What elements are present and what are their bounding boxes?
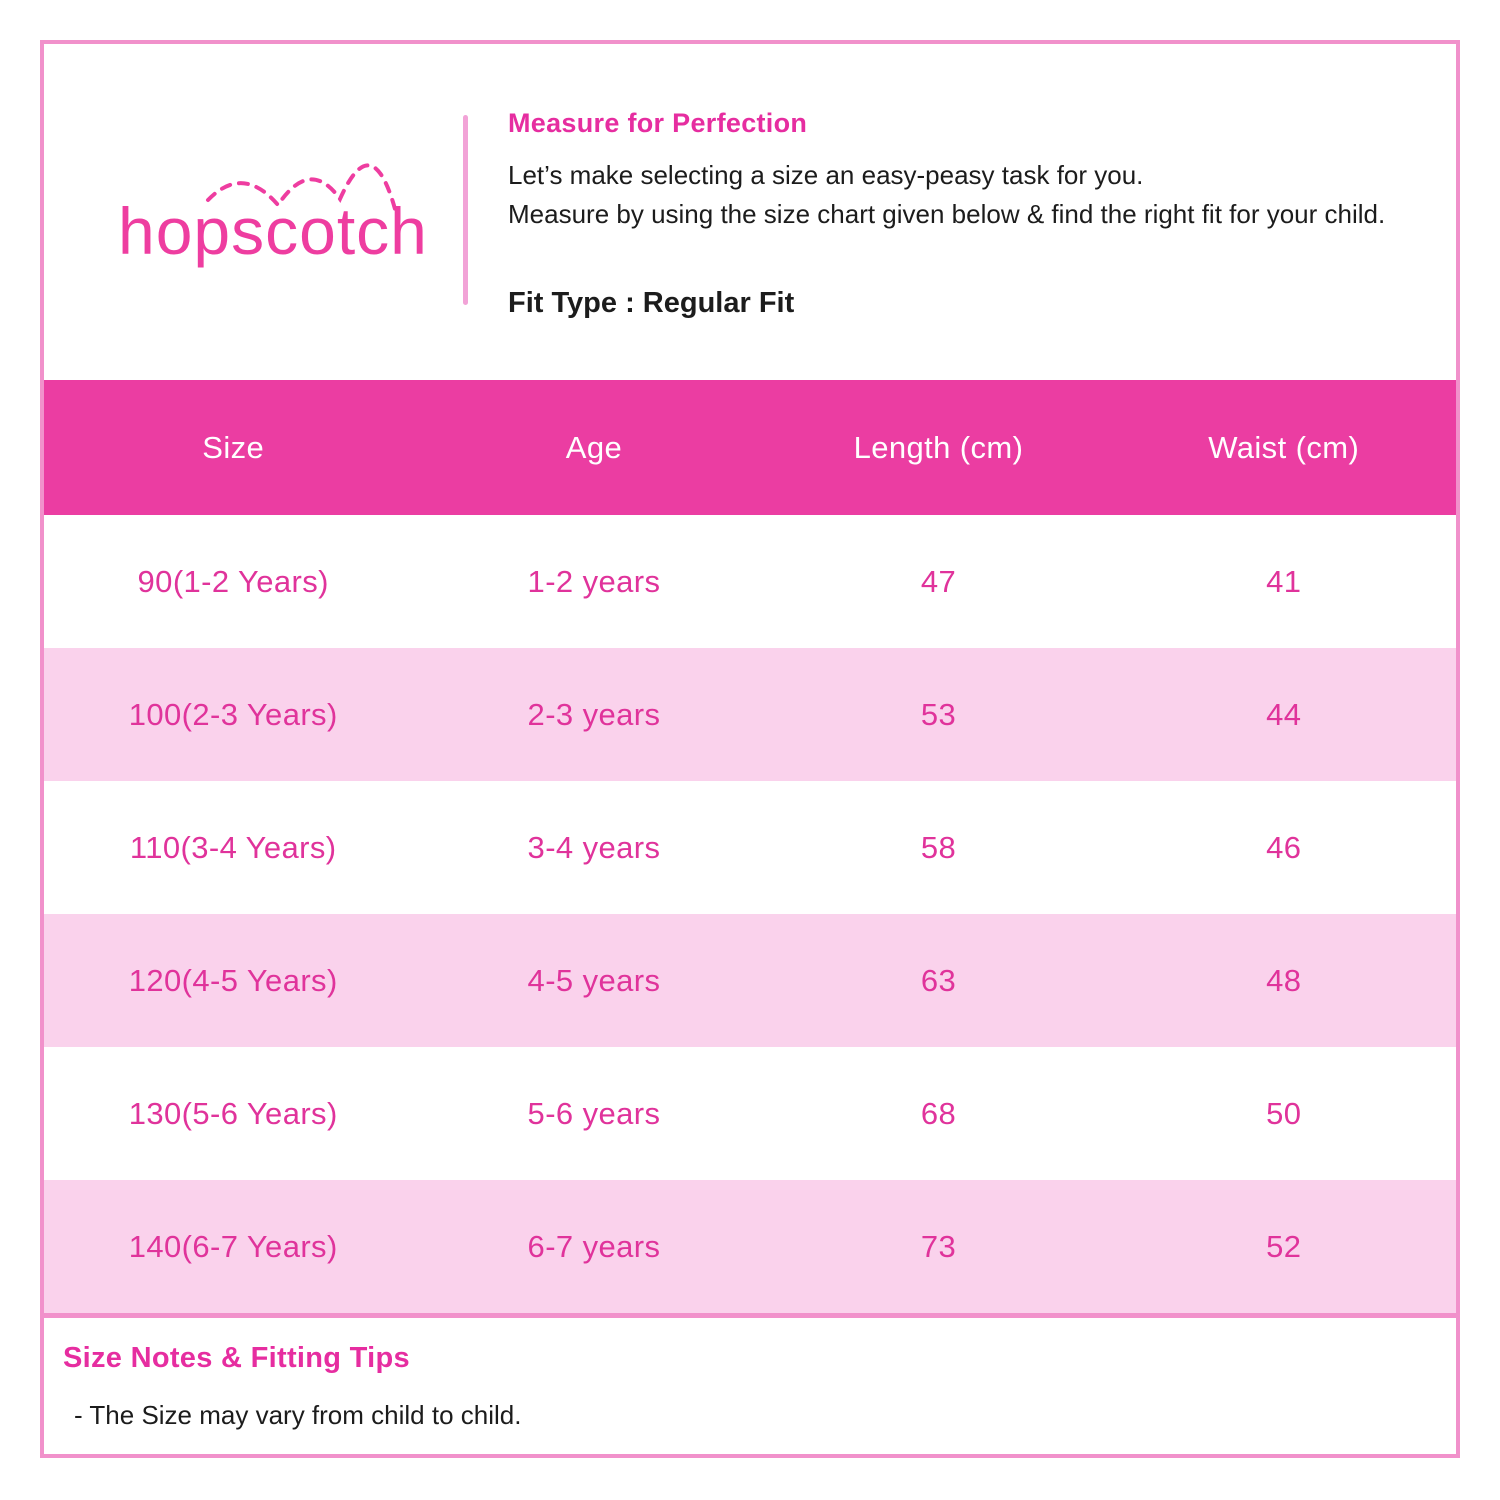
- size-notes-text: - The Size may vary from child to child.: [74, 1400, 522, 1430]
- header-divider: [463, 115, 468, 305]
- table-cell-waist: 44: [1266, 696, 1302, 732]
- table-cell-waist: 50: [1266, 1095, 1302, 1131]
- table-cell-age: 5-6 years: [527, 1095, 661, 1131]
- table-cell-size: 90(1-2 Years): [137, 563, 329, 599]
- table-cell-length: 47: [920, 563, 957, 599]
- table-cell-waist: 48: [1266, 962, 1302, 998]
- table-cell-waist: 46: [1266, 829, 1302, 865]
- column-header-waist: Waist (cm): [1208, 429, 1360, 465]
- table-cell-length: 53: [920, 696, 957, 732]
- table-cell-waist: 52: [1266, 1228, 1302, 1264]
- table-header-row: [44, 380, 1456, 515]
- fit-type-label: Fit Type : Regular Fit: [508, 287, 795, 319]
- size-notes-title: Size Notes & Fitting Tips: [63, 1342, 410, 1374]
- table-cell-size: 100(2-3 Years): [128, 696, 338, 732]
- intro-line-1: Let’s make selecting a size an easy-peasy task for you.: [508, 160, 1144, 190]
- table-row: [44, 914, 1456, 1047]
- column-header-size: Size: [202, 429, 265, 465]
- intro-text: [508, 156, 1443, 234]
- table-cell-age: 3-4 years: [527, 829, 661, 865]
- page-title: Measure for Perfection: [508, 108, 808, 138]
- table-cell-age: 2-3 years: [527, 696, 661, 732]
- table-row: [44, 515, 1456, 648]
- hopscotch-logo: [110, 132, 440, 282]
- table-row: [44, 1180, 1456, 1313]
- size-table: [44, 380, 1456, 1313]
- logo-wordmark: hopscotch: [118, 194, 428, 268]
- size-notes-section: [44, 1313, 1456, 1454]
- table-cell-size: 120(4-5 Years): [128, 962, 338, 998]
- size-chart-card: [40, 40, 1460, 1458]
- table-cell-waist: 41: [1266, 563, 1302, 599]
- table-cell-length: 73: [920, 1228, 957, 1264]
- table-cell-size: 110(3-4 Years): [129, 829, 337, 865]
- table-cell-age: 6-7 years: [527, 1228, 661, 1264]
- table-cell-length: 63: [920, 962, 957, 998]
- table-row: [44, 781, 1456, 914]
- table-row: [44, 1047, 1456, 1180]
- intro-line-2: Measure by using the size chart given below & find the right fit for your child.: [508, 199, 1386, 229]
- table-cell-length: 68: [920, 1095, 957, 1131]
- column-header-age: Age: [565, 429, 623, 465]
- table-cell-age: 1-2 years: [527, 563, 661, 599]
- table-cell-length: 58: [920, 829, 957, 865]
- table-cell-size: 140(6-7 Years): [128, 1228, 338, 1264]
- table-cell-size: 130(5-6 Years): [128, 1095, 338, 1131]
- column-header-length: Length (cm): [853, 429, 1024, 465]
- table-row: [44, 648, 1456, 781]
- table-cell-age: 4-5 years: [527, 962, 661, 998]
